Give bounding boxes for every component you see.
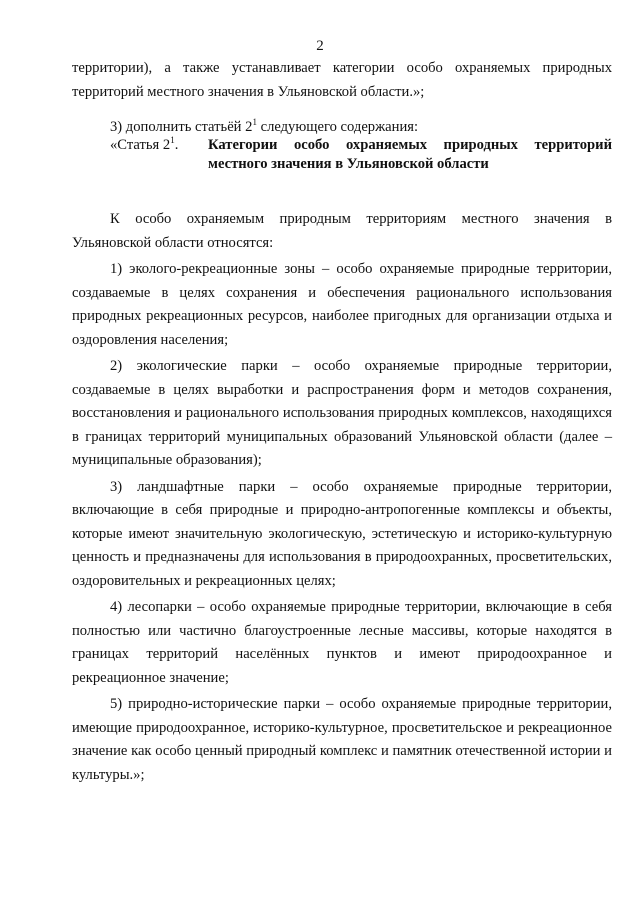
amendment-instruction: 3) дополнить статьёй $2^1$ следующего содержания: (110, 117, 419, 135)
superscript: 1 (170, 135, 175, 145)
paragraph: К особо охраняемым природным территориям местного значения в Ульяновской области относятся: (72, 211, 612, 251)
list-item: 3) ландшафтные парки – особо охраняемые природные территории, включающие в себя природные и природно-антропогенные комплексы и объекты, которые имеют значительную экологическую, эстетическую и историко-культурную ценность и предназначены для использования в природоохранных, просветительских, оздоровительных и рекреационных целях; (72, 478, 612, 589)
intro-block (72, 57, 612, 140)
list-item: 5) природно-исторические парки – особо охраняемые природные территории, имеющие природоохранное, историко-культурное, просветительское и рекреационное значение как особо ценный природный комплекс и памятник отечественной истории и культуры.»; (72, 696, 612, 783)
list-item: 4) лесопарки – особо охраняемые природные территории, включающие в себя полностью или частично благоустроенные лесные массивы, которые находятся в границах территорий населённых пунктов и имеют природоохранное и рекреационное значение; (72, 599, 612, 686)
superscript: 1 (252, 117, 257, 127)
article-heading (110, 136, 612, 174)
list-item: 1) эколого-рекреационные зоны – особо охраняемые природные территории, создаваемые в целях сохранения и обеспечения рационального использования природных рекреационных ресурсов, наиболее пригодных для организации отдыха и оздоровления населения; (72, 261, 612, 348)
list-item: 2) экологические парки – особо охраняемые природные территории, создаваемые в целях выработки и распространения форм и методов сохранения, восстановления и рационального использования природных комплексов, находящихся в границах территорий муниципальных образований Ульяновской области (далее – муниципальные образования); (72, 358, 612, 468)
page-number: 2 (316, 38, 324, 54)
paragraph-continuation: территории), а также устанавливает категории особо охраняемых природных территорий местного значения в Ульяновской области.»; (72, 60, 612, 100)
article-title: Категории особо охраняемых природных территорий местного значения в Ульяновской области (208, 137, 612, 172)
article-body (72, 208, 612, 787)
article-number: «Статья $2^1$. (110, 135, 179, 153)
